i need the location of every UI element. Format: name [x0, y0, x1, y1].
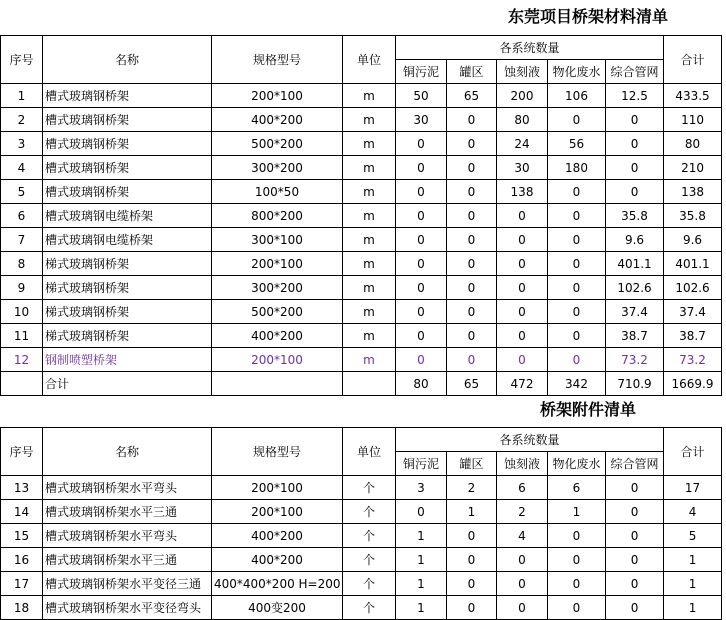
cell-quantity[interactable]: 1: [396, 548, 447, 572]
cell-name[interactable]: 槽式玻璃钢桥架: [43, 180, 212, 204]
cell-spec[interactable]: 400变200: [212, 596, 343, 620]
cell-quantity[interactable]: 0: [396, 180, 447, 204]
cell-unit[interactable]: 个: [343, 476, 396, 500]
cell-spec[interactable]: 400*200: [212, 324, 343, 348]
cell-quantity[interactable]: 0: [548, 252, 606, 276]
cell-quantity[interactable]: 0: [497, 348, 548, 372]
cell-quantity[interactable]: 0: [447, 596, 497, 620]
sum-quantity[interactable]: 710.9: [606, 372, 664, 396]
cell-quantity[interactable]: 0: [447, 348, 497, 372]
cell-quantity[interactable]: 0: [447, 572, 497, 596]
header-system-col: 物化废水: [548, 452, 606, 476]
table-row: [1, 252, 722, 276]
cell-spec[interactable]: 300*200: [212, 156, 343, 180]
cell-quantity[interactable]: 180: [548, 156, 606, 180]
cell-quantity[interactable]: 4: [497, 524, 548, 548]
header-total: 合计: [664, 36, 722, 84]
cell-quantity[interactable]: 0: [447, 252, 497, 276]
cell-quantity[interactable]: 1: [396, 572, 447, 596]
cell-unit[interactable]: m: [343, 300, 396, 324]
cell-total[interactable]: 102.6: [664, 276, 722, 300]
cell-quantity[interactable]: 0: [447, 108, 497, 132]
header-system-col: 铜污泥: [396, 452, 447, 476]
cell-total[interactable]: 1: [664, 596, 722, 620]
table-row: [1, 348, 722, 372]
cell-total[interactable]: 9.6: [664, 228, 722, 252]
cell-unit[interactable]: m: [343, 228, 396, 252]
header-system-col: 蚀刻液: [497, 60, 548, 84]
cell-quantity[interactable]: 56: [548, 132, 606, 156]
table-row: [1, 548, 722, 572]
header-unit: 单位: [343, 36, 396, 84]
table-row: [1, 596, 722, 620]
cell-seq[interactable]: 2: [1, 108, 43, 132]
cell-quantity[interactable]: 73.2: [606, 348, 664, 372]
cell-quantity[interactable]: 6: [548, 476, 606, 500]
cell-spec[interactable]: 800*200: [212, 204, 343, 228]
cell-seq[interactable]: 18: [1, 596, 43, 620]
header-systems: 各系统数量: [396, 428, 664, 452]
table-row: [1, 108, 722, 132]
cell-total[interactable]: 73.2: [664, 348, 722, 372]
cell-quantity[interactable]: 0: [606, 132, 664, 156]
cell-quantity[interactable]: 0: [606, 156, 664, 180]
cell-quantity[interactable]: 9.6: [606, 228, 664, 252]
cell-quantity[interactable]: 0: [447, 204, 497, 228]
header-spec: 规格型号: [212, 428, 343, 476]
sum-quantity[interactable]: 472: [497, 372, 548, 396]
header-seq: 序号: [1, 428, 43, 476]
cell-name[interactable]: 槽式玻璃钢电缆桥架: [43, 204, 212, 228]
table-row: [1, 156, 722, 180]
cell-quantity[interactable]: 0: [447, 300, 497, 324]
header-systems: 各系统数量: [396, 36, 664, 60]
cell-quantity[interactable]: 1: [396, 524, 447, 548]
cell-name[interactable]: 槽式玻璃钢桥架水平变径弯头: [43, 596, 212, 620]
cell-name[interactable]: 钢制喷塑桥架: [43, 348, 212, 372]
cell-quantity[interactable]: 0: [497, 572, 548, 596]
cell-quantity[interactable]: 0: [606, 108, 664, 132]
cell-quantity[interactable]: 30: [396, 108, 447, 132]
header-spec: 规格型号: [212, 36, 343, 84]
cell-quantity[interactable]: 0: [396, 300, 447, 324]
cell-total[interactable]: 38.7: [664, 324, 722, 348]
header-system-col: 铜污泥: [396, 60, 447, 84]
sum-quantity[interactable]: 80: [396, 372, 447, 396]
cell-quantity[interactable]: 37.4: [606, 300, 664, 324]
cell-name[interactable]: 槽式玻璃钢桥架水平弯头: [43, 524, 212, 548]
cell-quantity[interactable]: 3: [396, 476, 447, 500]
cell-unit[interactable]: m: [343, 180, 396, 204]
cell-quantity[interactable]: 0: [447, 228, 497, 252]
cell-quantity[interactable]: 0: [396, 132, 447, 156]
cell-spec[interactable]: 400*200: [212, 548, 343, 572]
cell-quantity[interactable]: 0: [606, 500, 664, 524]
cell-spec[interactable]: 500*200: [212, 132, 343, 156]
cell-seq[interactable]: 11: [1, 324, 43, 348]
cell-seq[interactable]: 3: [1, 132, 43, 156]
cell-quantity[interactable]: 38.7: [606, 324, 664, 348]
cell-quantity[interactable]: 0: [548, 596, 606, 620]
cell-seq[interactable]: 1: [1, 84, 43, 108]
cell-quantity[interactable]: 0: [548, 108, 606, 132]
cell-quantity[interactable]: 106: [548, 84, 606, 108]
sum-row: [1, 372, 722, 396]
cell-total[interactable]: 5: [664, 524, 722, 548]
cell-quantity[interactable]: 0: [447, 156, 497, 180]
cell-quantity[interactable]: 0: [447, 524, 497, 548]
cell-name[interactable]: 槽式玻璃钢桥架: [43, 132, 212, 156]
cell-quantity[interactable]: 0: [497, 204, 548, 228]
header-name: 名称: [43, 428, 212, 476]
cell-quantity[interactable]: 0: [396, 204, 447, 228]
cell-quantity[interactable]: 0: [497, 300, 548, 324]
cell-name[interactable]: 槽式玻璃钢桥架水平弯头: [43, 476, 212, 500]
cell-spec[interactable]: 300*200: [212, 276, 343, 300]
cell-quantity[interactable]: 0: [548, 548, 606, 572]
cell-seq[interactable]: 14: [1, 500, 43, 524]
cell-total[interactable]: 17: [664, 476, 722, 500]
cell-quantity[interactable]: 0: [447, 548, 497, 572]
header-name: 名称: [43, 36, 212, 84]
header-row: [1, 36, 722, 60]
cell-total[interactable]: 4: [664, 500, 722, 524]
cell-seq[interactable]: 15: [1, 524, 43, 548]
cell-unit[interactable]: m: [343, 108, 396, 132]
cell-total[interactable]: 35.8: [664, 204, 722, 228]
cell-unit[interactable]: m: [343, 348, 396, 372]
cell-name[interactable]: 梯式玻璃钢桥架: [43, 276, 212, 300]
cell-quantity[interactable]: 0: [606, 572, 664, 596]
table-row: [1, 300, 722, 324]
table-row: [1, 84, 722, 108]
cell-spec[interactable]: 200*100: [212, 252, 343, 276]
cell-quantity[interactable]: 1: [447, 500, 497, 524]
cell-quantity[interactable]: 0: [497, 596, 548, 620]
cell-quantity[interactable]: 30: [497, 156, 548, 180]
cell-name[interactable]: 梯式玻璃钢桥架: [43, 324, 212, 348]
cell-quantity[interactable]: 0: [497, 252, 548, 276]
cell-quantity[interactable]: 0: [606, 548, 664, 572]
cell-quantity[interactable]: 2: [497, 500, 548, 524]
cell-quantity[interactable]: 102.6: [606, 276, 664, 300]
cell-name[interactable]: 槽式玻璃钢桥架水平三通: [43, 548, 212, 572]
cell-quantity[interactable]: 1: [396, 596, 447, 620]
cell-seq[interactable]: 8: [1, 252, 43, 276]
cell-seq[interactable]: 13: [1, 476, 43, 500]
cell-quantity[interactable]: 1: [548, 500, 606, 524]
cell-quantity[interactable]: 0: [548, 276, 606, 300]
cell-quantity[interactable]: 0: [396, 276, 447, 300]
cell-total[interactable]: 110: [664, 108, 722, 132]
header-system-col: 综合管网: [606, 452, 664, 476]
cell-quantity[interactable]: 0: [548, 572, 606, 596]
cell-name[interactable]: 槽式玻璃钢桥架水平三通: [43, 500, 212, 524]
cell-spec[interactable]: 400*200: [212, 524, 343, 548]
cell-name[interactable]: 梯式玻璃钢桥架: [43, 252, 212, 276]
cell-spec[interactable]: 200*100: [212, 500, 343, 524]
cell-quantity[interactable]: 200: [497, 84, 548, 108]
cell-quantity[interactable]: 65: [447, 84, 497, 108]
cell-spec[interactable]: 200*100: [212, 348, 343, 372]
cell-quantity[interactable]: 24: [497, 132, 548, 156]
cell-unit[interactable]: m: [343, 252, 396, 276]
header-seq: 序号: [1, 36, 43, 84]
cell-seq[interactable]: 12: [1, 348, 43, 372]
cell-name[interactable]: 槽式玻璃钢电缆桥架: [43, 228, 212, 252]
cell-quantity[interactable]: 0: [606, 524, 664, 548]
header-system-col: 物化废水: [548, 60, 606, 84]
sum-quantity[interactable]: 342: [548, 372, 606, 396]
table-row: [1, 324, 722, 348]
cell-quantity[interactable]: 0: [497, 228, 548, 252]
cell-total[interactable]: 80: [664, 132, 722, 156]
cell-quantity[interactable]: 0: [606, 596, 664, 620]
cell-quantity[interactable]: 0: [396, 228, 447, 252]
cell-total[interactable]: 401.1: [664, 252, 722, 276]
cell-seq[interactable]: 10: [1, 300, 43, 324]
cell-quantity[interactable]: 80: [497, 108, 548, 132]
cell-seq[interactable]: 6: [1, 204, 43, 228]
cell-quantity[interactable]: 0: [548, 524, 606, 548]
sum-total[interactable]: 1669.9: [664, 372, 722, 396]
cell-unit[interactable]: [343, 372, 396, 396]
cell-spec[interactable]: 400*400*200 H=200: [212, 572, 343, 596]
cell-quantity[interactable]: 0: [548, 324, 606, 348]
cell-quantity[interactable]: 0: [497, 276, 548, 300]
cell-total[interactable]: 138: [664, 180, 722, 204]
table-row: [1, 572, 722, 596]
cell-quantity[interactable]: 0: [548, 204, 606, 228]
cell-seq[interactable]: 5: [1, 180, 43, 204]
cell-unit[interactable]: 个: [343, 596, 396, 620]
table-row: [1, 132, 722, 156]
cell-total[interactable]: 210: [664, 156, 722, 180]
accessories-table: [0, 427, 722, 620]
cell-quantity[interactable]: 0: [447, 132, 497, 156]
cell-quantity[interactable]: 138: [497, 180, 548, 204]
cell-quantity[interactable]: 0: [447, 180, 497, 204]
cell-spec[interactable]: 300*100: [212, 228, 343, 252]
cell-spec[interactable]: 200*100: [212, 476, 343, 500]
cell-unit[interactable]: 个: [343, 524, 396, 548]
accessories-title: 桥架附件清单: [540, 400, 637, 419]
header-row: [1, 428, 722, 452]
cell-total[interactable]: 37.4: [664, 300, 722, 324]
cell-spec[interactable]: 200*100: [212, 84, 343, 108]
cell-quantity[interactable]: 0: [396, 252, 447, 276]
cell-quantity[interactable]: 12.5: [606, 84, 664, 108]
table-row: [1, 180, 722, 204]
cell-seq[interactable]: 17: [1, 572, 43, 596]
cell-quantity[interactable]: 0: [548, 228, 606, 252]
table-row: [1, 276, 722, 300]
cell-quantity[interactable]: 50: [396, 84, 447, 108]
cell-quantity[interactable]: 0: [396, 324, 447, 348]
cell-name[interactable]: 槽式玻璃钢桥架: [43, 108, 212, 132]
header-system-col: 综合管网: [606, 60, 664, 84]
cell-quantity[interactable]: 0: [548, 180, 606, 204]
table-row: [1, 524, 722, 548]
header-system-col: 罐区: [447, 60, 497, 84]
cell-total[interactable]: 433.5: [664, 84, 722, 108]
cell-seq[interactable]: 4: [1, 156, 43, 180]
cell-spec[interactable]: 400*200: [212, 108, 343, 132]
cell-name[interactable]: 槽式玻璃钢桥架: [43, 84, 212, 108]
cell-unit[interactable]: m: [343, 132, 396, 156]
table-row: [1, 204, 722, 228]
cell-unit[interactable]: 个: [343, 548, 396, 572]
cell-quantity[interactable]: 0: [548, 300, 606, 324]
cell-name[interactable]: 槽式玻璃钢桥架: [43, 156, 212, 180]
cell-unit[interactable]: 个: [343, 500, 396, 524]
header-unit: 单位: [343, 428, 396, 476]
table-row: [1, 500, 722, 524]
cell-spec[interactable]: [212, 372, 343, 396]
cell-unit[interactable]: m: [343, 204, 396, 228]
cell-quantity[interactable]: 0: [497, 324, 548, 348]
cell-quantity[interactable]: 401.1: [606, 252, 664, 276]
table-row: [1, 228, 722, 252]
cell-quantity[interactable]: 6: [497, 476, 548, 500]
cell-quantity[interactable]: 0: [447, 324, 497, 348]
cell-total[interactable]: 1: [664, 572, 722, 596]
cell-quantity[interactable]: 0: [396, 348, 447, 372]
cell-quantity[interactable]: 0: [606, 476, 664, 500]
cell-name[interactable]: 梯式玻璃钢桥架: [43, 300, 212, 324]
cell-quantity[interactable]: 0: [447, 276, 497, 300]
cell-seq[interactable]: 7: [1, 228, 43, 252]
cell-quantity[interactable]: 2: [447, 476, 497, 500]
cell-quantity[interactable]: 0: [497, 548, 548, 572]
header-total: 合计: [664, 428, 722, 476]
cell-quantity[interactable]: 0: [548, 348, 606, 372]
materials-table: [0, 35, 722, 396]
cell-name[interactable]: 槽式玻璃钢桥架水平变径三通: [43, 572, 212, 596]
materials-title: 东莞项目桥架材料清单: [508, 7, 669, 26]
cell-unit[interactable]: m: [343, 156, 396, 180]
table-row: [1, 476, 722, 500]
cell-seq[interactable]: 9: [1, 276, 43, 300]
cell-unit[interactable]: 个: [343, 572, 396, 596]
cell-spec[interactable]: 100*50: [212, 180, 343, 204]
sum-quantity[interactable]: 65: [447, 372, 497, 396]
sum-label[interactable]: 合计: [43, 372, 212, 396]
cell-spec[interactable]: 500*200: [212, 300, 343, 324]
cell-quantity[interactable]: 0: [396, 156, 447, 180]
cell-quantity[interactable]: 0: [396, 500, 447, 524]
cell-unit[interactable]: m: [343, 276, 396, 300]
cell-seq[interactable]: 16: [1, 548, 43, 572]
cell-unit[interactable]: m: [343, 84, 396, 108]
header-system-col: 蚀刻液: [497, 452, 548, 476]
cell-seq[interactable]: [1, 372, 43, 396]
cell-total[interactable]: 1: [664, 548, 722, 572]
cell-quantity[interactable]: 35.8: [606, 204, 664, 228]
cell-unit[interactable]: m: [343, 324, 396, 348]
cell-quantity[interactable]: 0: [606, 180, 664, 204]
header-system-col: 罐区: [447, 452, 497, 476]
